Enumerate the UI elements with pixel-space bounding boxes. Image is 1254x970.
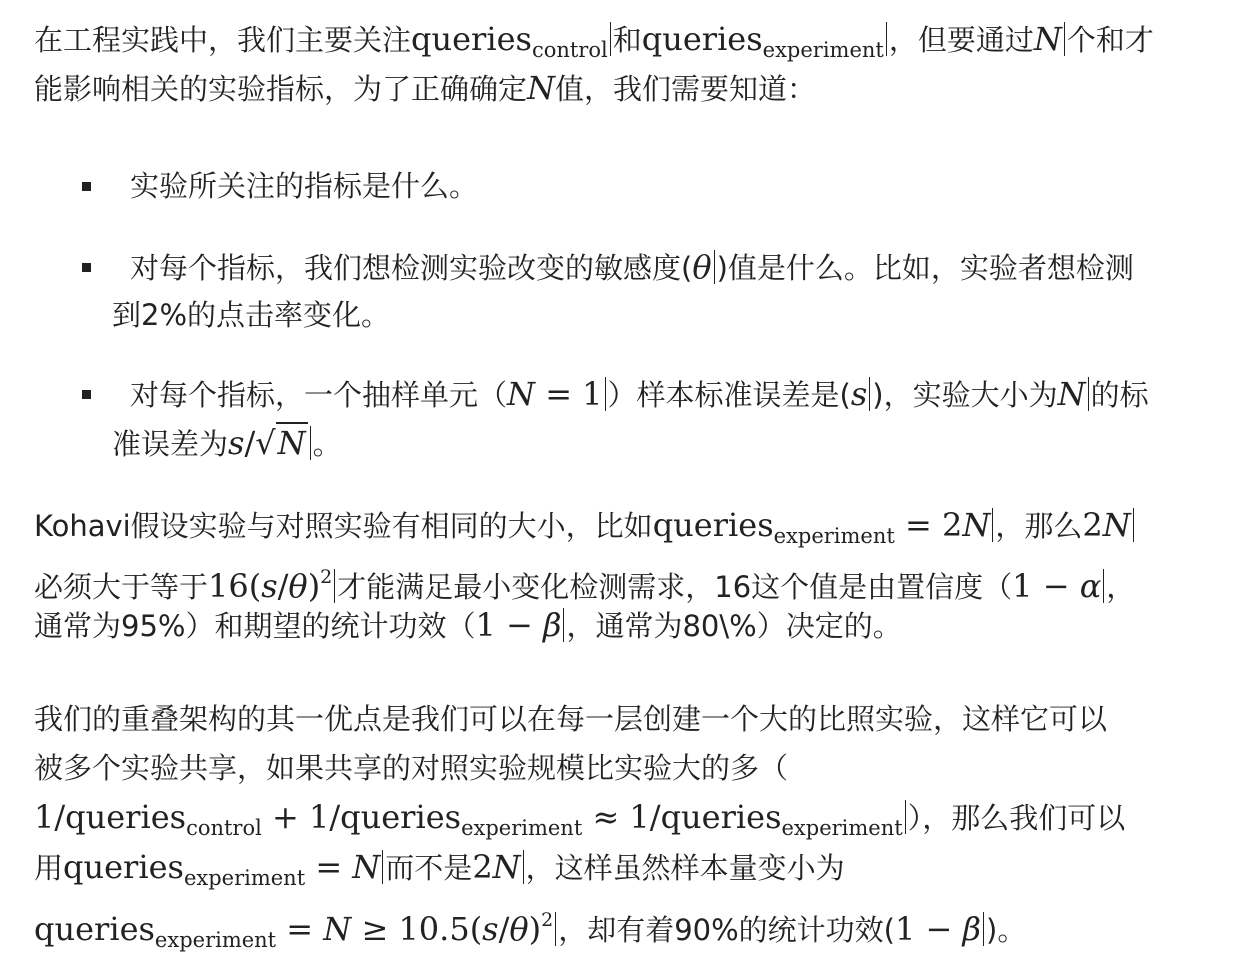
list-item: 对每个指标，一个抽样单元（N = 1 ）样本标准误差是(s )，实验大小为N 的标 <box>130 375 1149 413</box>
bullet-marker <box>82 263 91 272</box>
overlap-line-4: 用queries$_{experiment}$ = N 而不是2N ，这样虽然样本量变小为 <box>34 848 845 890</box>
overlap-line-5: queries$_{experiment}$ = $N \ge 10.5(s/\theta)^2$ ，却有着90%的统计功效(1 − β )。 <box>34 909 1027 952</box>
queries-experiment: queries$_{experiment}$ <box>641 20 884 62</box>
queries-control: queries$_{control}$ <box>411 20 608 62</box>
intro-line-1: 在工程实践中，我们主要关注queries$_{control}$ 和queries$_{experiment}$ ，但要通过N 个和才 <box>34 20 1154 62</box>
kohavi-line-1: Kohavi假设实验与对照实验有相同的大小，比如queries$_{experiment}$ = 2N ，那么2N <box>34 500 1136 550</box>
overlap-line-3: 1/queries$_{control}$ + 1/queries$_{experiment}$ ≈ 1/queries$_{experiment}$ ），那么我们可以 <box>34 798 1126 840</box>
list-item-continued: 准误差为s/√N 。 <box>112 424 342 462</box>
kohavi-line-2: 必须大于等于$16(s/\theta)^2$ 才能满足最小变化检测需求，16这个值是由置信度（1 − α ， <box>34 566 1136 605</box>
overlap-line-2: 被多个实验共享，如果共享的对照实验规模比实验大的多（ <box>34 751 789 785</box>
list-item: 实验所关注的指标是什么。 <box>130 169 479 203</box>
caret <box>610 22 611 56</box>
intro-line-2: 能影响相关的实验指标，为了正确确定N值，我们需要知道： <box>34 69 817 107</box>
bullet-marker <box>82 390 91 399</box>
bullet-marker <box>82 182 91 191</box>
list-item: 对每个指标，我们想检测实验改变的敏感度(θ )值是什么。比如，实验者想检测 <box>130 248 1134 286</box>
kohavi-line-3: 通常为95%）和期望的统计功效（1 − β ，通常为80\%）决定的。 <box>34 606 902 644</box>
list-item-continued: 到2%的点击率变化。 <box>112 298 391 332</box>
overlap-line-1: 我们的重叠架构的其一优点是我们可以在每一层创建一个大的比照实验，这样它可以 <box>34 702 1108 736</box>
